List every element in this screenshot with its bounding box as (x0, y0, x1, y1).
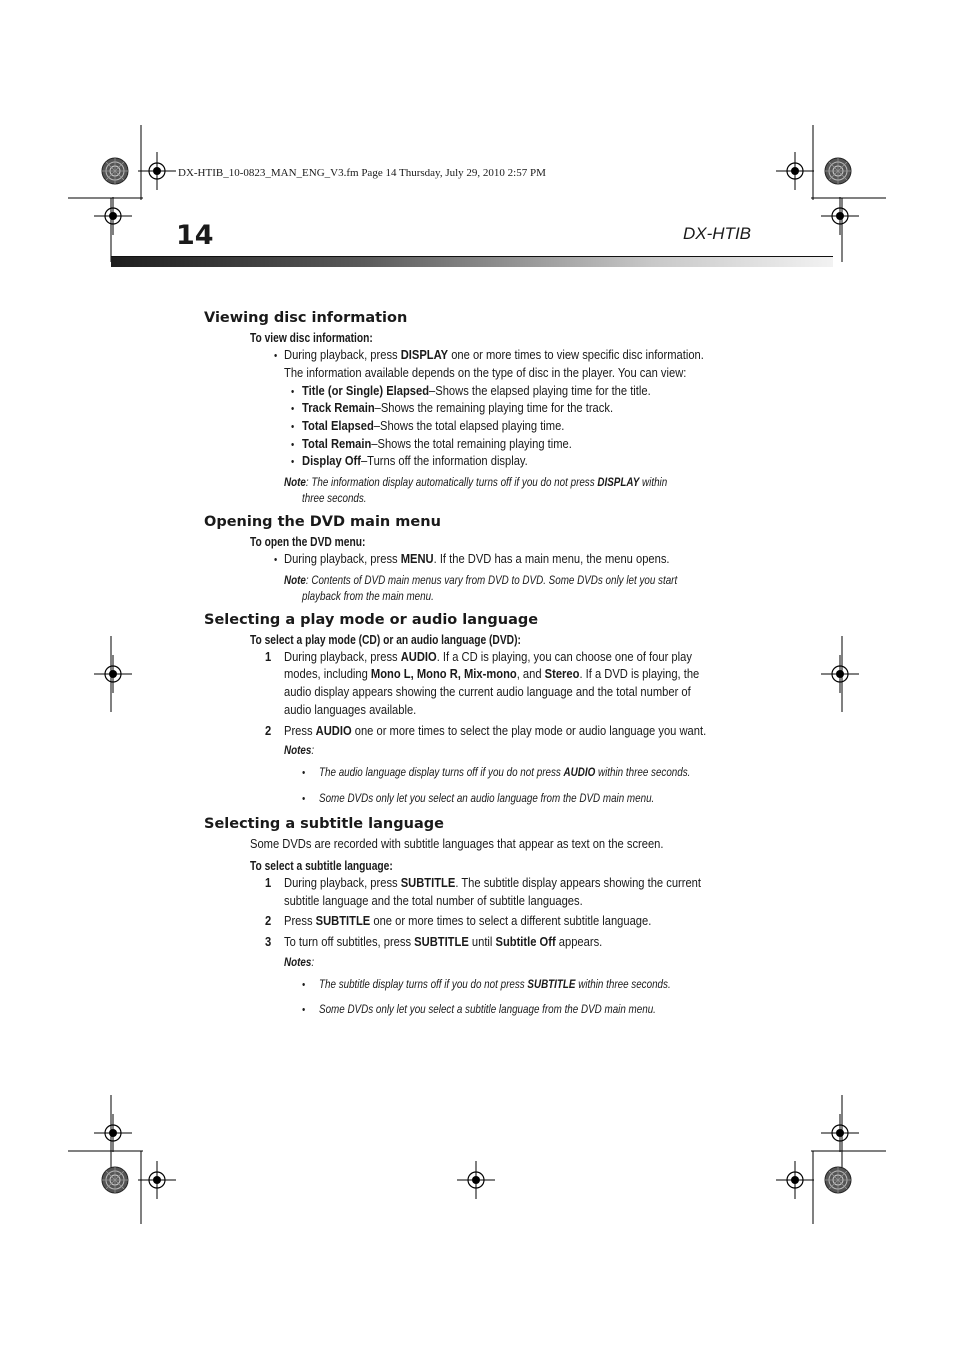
note: Note: Contents of DVD main menus vary from DVD to DVD. Some DVDs only let you start (284, 573, 678, 587)
step-text: During playback, press SUBTITLE. The subtitle display appears showing the current (284, 875, 702, 890)
note-item: Some DVDs only let you select a subtitle language from the DVD main menu. (319, 1002, 656, 1016)
section-heading-viewing-disc-info: Viewing disc information (204, 310, 408, 326)
subheading-view-disc-info: To view disc information: (250, 331, 373, 345)
file-slug: DX-HTIB_10-0823_MAN_ENG_V3.fm Page 14 Thursday, July 29, 2010 2:57 PM (178, 167, 546, 179)
list-item: Total Remain–Shows the total remaining playing time. (302, 436, 572, 451)
step-number: 3 (265, 934, 272, 949)
step-text: During playback, press AUDIO. If a CD is playing, you can choose one of four play (284, 649, 692, 664)
paragraph: During playback, press DISPLAY one or more times to view specific disc information. (284, 347, 704, 362)
bullet: • (291, 386, 295, 398)
list-item: Track Remain–Shows the remaining playing time for the track. (302, 400, 614, 415)
step-number: 1 (265, 649, 272, 664)
note: Note: The information display automatically turns off if you do not press DISPLAY within (284, 475, 668, 489)
section-heading-subtitle-language: Selecting a subtitle language (204, 816, 444, 832)
page-number: 14 (176, 220, 214, 251)
model-name: DX-HTIB (683, 224, 751, 243)
notes-label: Notes: (284, 955, 315, 969)
bullet: • (291, 456, 295, 468)
step-text: Press SUBTITLE one or more times to select a different subtitle language. (284, 913, 652, 928)
bullet: • (302, 1004, 306, 1016)
bullet: • (302, 793, 306, 805)
step-text: audio languages available. (284, 702, 417, 717)
step-text: subtitle language and the total number of subtitle languages. (284, 893, 583, 908)
bullet: • (274, 350, 278, 362)
step-number: 2 (265, 913, 272, 928)
step-text: Press AUDIO one or more times to select the play mode or audio language you want. (284, 723, 707, 738)
note-continued: playback from the main menu. (302, 589, 434, 603)
bullet: • (291, 403, 295, 415)
section-heading-play-mode-audio: Selecting a play mode or audio language (204, 612, 539, 628)
note-item: Some DVDs only let you select an audio language from the DVD main menu. (319, 791, 655, 805)
step-number: 2 (265, 723, 272, 738)
bullet: • (302, 767, 306, 779)
step-text: To turn off subtitles, press SUBTITLE until Subtitle Off appears. (284, 934, 603, 949)
note-continued: three seconds. (302, 491, 367, 505)
subheading-select-play-mode: To select a play mode (CD) or an audio language (DVD): (250, 633, 521, 647)
header-gradient-bar (111, 257, 833, 267)
note-item: The audio language display turns off if you do not press AUDIO within three seconds. (319, 765, 691, 779)
list-item: Title (or Single) Elapsed–Shows the elapsed playing time for the title. (302, 383, 651, 398)
bullet: • (291, 421, 295, 433)
step-text: modes, including Mono L, Mono R, Mix-mono, and Stereo. If a DVD is playing, the (284, 666, 700, 681)
subheading-select-subtitle: To select a subtitle language: (250, 859, 393, 873)
notes-label: Notes: (284, 743, 315, 757)
step-number: 1 (265, 875, 272, 890)
bullet: • (291, 439, 295, 451)
bullet: • (274, 554, 278, 566)
paragraph: The information available depends on the type of disc in the player. You can view: (284, 365, 687, 380)
list-item: Total Elapsed–Shows the total elapsed playing time. (302, 418, 565, 433)
step-text: audio display appears showing the current audio language and the total number of (284, 684, 691, 699)
paragraph: Some DVDs are recorded with subtitle languages that appear as text on the screen. (250, 836, 664, 851)
section-heading-dvd-main-menu: Opening the DVD main menu (204, 514, 441, 530)
subheading-open-dvd-menu: To open the DVD menu: (250, 535, 366, 549)
note-item: The subtitle display turns off if you do not press SUBTITLE within three seconds. (319, 977, 671, 991)
bullet: • (302, 979, 306, 991)
list-item: Display Off–Turns off the information display. (302, 453, 528, 468)
paragraph: During playback, press MENU. If the DVD has a main menu, the menu opens. (284, 551, 670, 566)
